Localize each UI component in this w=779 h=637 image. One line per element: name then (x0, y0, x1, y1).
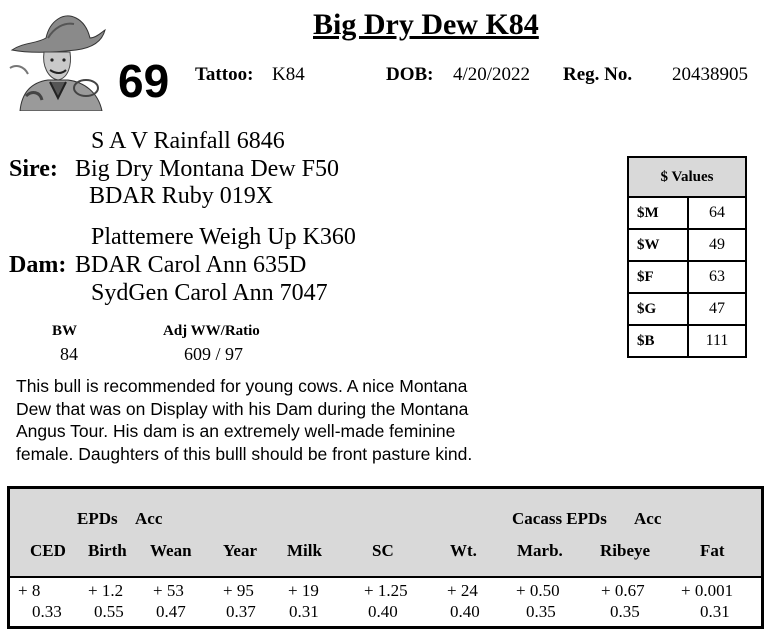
epd-value-year: + 95 (223, 581, 254, 600)
col-marb: Marb. (517, 541, 563, 560)
col-ribeye: Ribeye (600, 541, 651, 560)
table-row (628, 197, 746, 229)
epd-value-fat: + 0.001 (681, 581, 734, 600)
reg-value: 20438905 (672, 64, 748, 85)
epd-value-sc: + 1.25 (364, 581, 408, 600)
dollar-key: $B (628, 325, 688, 357)
dollar-values-title: $ Values (628, 157, 746, 197)
cowboy-logo-icon (6, 8, 106, 111)
table-row (628, 325, 746, 357)
lot-number: 69 (118, 55, 170, 107)
col-year: Year (223, 541, 257, 560)
col-fat: Fat (700, 541, 725, 560)
dam-label: Dam: (9, 252, 67, 278)
dollar-key: $W (628, 229, 688, 261)
dollar-values-table (627, 156, 747, 358)
epd-table (7, 486, 764, 629)
acc-value-sc: 0.40 (368, 602, 398, 621)
dollar-value: 111 (688, 325, 746, 357)
dollar-value: 63 (688, 261, 746, 293)
dam-sire: Plattemere Weigh Up K360 (91, 224, 356, 250)
bw-value: 84 (60, 344, 78, 364)
reg-label: Reg. No. (563, 64, 633, 85)
ww-value: 609 / 97 (184, 344, 244, 364)
tattoo-label: Tattoo: (195, 64, 254, 85)
ww-label: Adj WW/Ratio (163, 323, 260, 339)
sire-dam: BDAR Ruby 019X (89, 183, 274, 209)
epd-value-milk: + 19 (288, 581, 319, 600)
dob-value: 4/20/2022 (453, 64, 531, 85)
sire-name: Big Dry Montana Dew F50 (75, 156, 339, 182)
carcass-group-label: Cacass EPDs (512, 509, 607, 528)
epd-header (10, 489, 761, 578)
epd-value-birth: + 1.2 (88, 581, 124, 600)
table-row (628, 229, 746, 261)
col-wean: Wean (150, 541, 192, 560)
col-wt: Wt. (450, 541, 477, 560)
dollar-key: $M (628, 197, 688, 229)
acc-value-fat: 0.31 (700, 602, 730, 621)
dollar-key: $F (628, 261, 688, 293)
sire-sire: S A V Rainfall 6846 (91, 128, 285, 154)
col-birth: Birth (88, 541, 127, 560)
dollar-value: 64 (688, 197, 746, 229)
carcass-acc-label: Acc (634, 509, 662, 528)
dob-label: DOB: (386, 64, 434, 85)
dollar-value: 47 (688, 293, 746, 325)
table-row (628, 261, 746, 293)
description: This bull is recommended for young cows. A nice Montana Dew that was on Display with his Dam during the Montana Angus Tour. His dam is an extremely well-made feminine female. Daughters of this bulll should be front pasture kind. (16, 376, 473, 464)
dam-name: BDAR Carol Ann 635D (75, 252, 307, 278)
sire-label: Sire: (9, 156, 58, 182)
col-sc: SC (372, 541, 394, 560)
acc-value-ribeye: 0.35 (610, 602, 640, 621)
table-row (628, 293, 746, 325)
acc-value-wt: 0.40 (450, 602, 480, 621)
acc-value-year: 0.37 (226, 602, 256, 621)
acc-value-ced: 0.33 (32, 602, 62, 621)
acc-value-birth: 0.55 (94, 602, 124, 621)
epd-value-wean: + 53 (153, 581, 184, 600)
acc-value-marb: 0.35 (526, 602, 556, 621)
dollar-value: 49 (688, 229, 746, 261)
epd-value-ribeye: + 0.67 (601, 581, 645, 600)
tattoo-value: K84 (272, 64, 305, 85)
col-milk: Milk (287, 541, 322, 560)
acc-value-milk: 0.31 (289, 602, 319, 621)
epd-value-marb: + 0.50 (516, 581, 560, 600)
epd-group-label: EPDs (77, 509, 118, 528)
epd-value-wt: + 24 (447, 581, 478, 600)
bw-label: BW (52, 323, 78, 339)
col-ced: CED (30, 541, 66, 560)
acc-value-wean: 0.47 (156, 602, 186, 621)
page-title: Big Dry Dew K84 (313, 8, 539, 41)
epd-acc-label: Acc (135, 509, 163, 528)
epd-value-ced: + 8 (18, 581, 41, 600)
dollar-key: $G (628, 293, 688, 325)
dam-dam: SydGen Carol Ann 7047 (91, 280, 328, 306)
